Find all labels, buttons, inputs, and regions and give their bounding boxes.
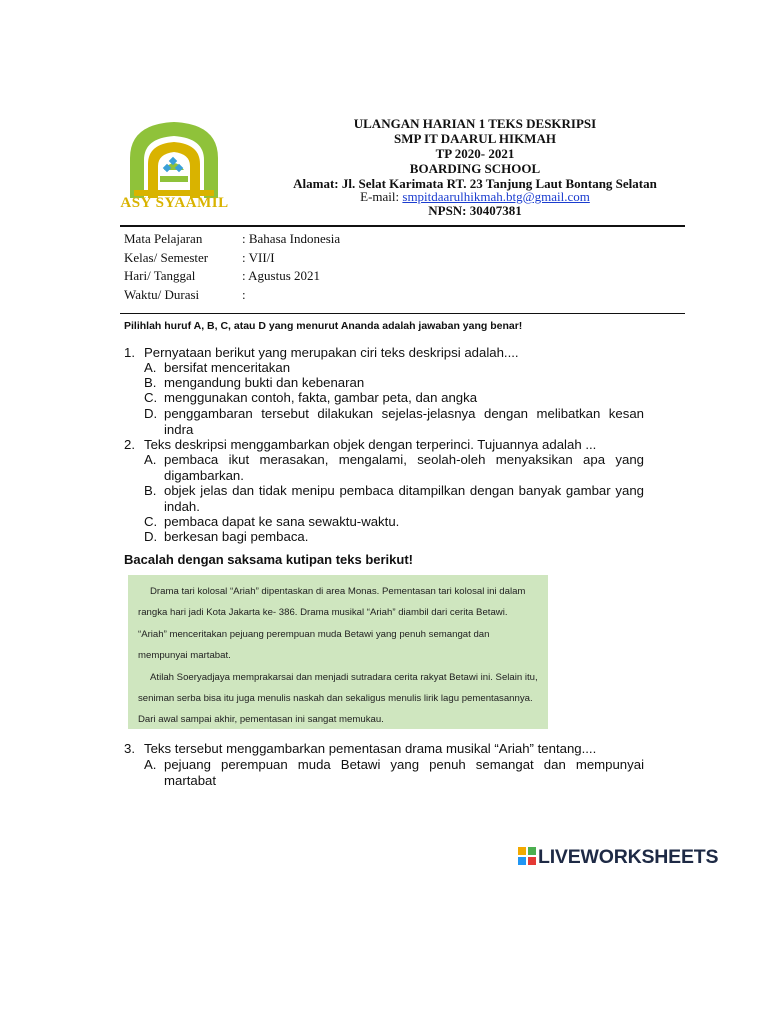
instruction-text: Pilihlah huruf A, B, C, atau D yang menurut Ananda adalah jawaban yang benar!: [124, 320, 523, 332]
option-letter: C.: [144, 514, 158, 529]
info-label: Waktu/ Durasi: [124, 287, 200, 302]
school-type: BOARDING SCHOOL: [409, 161, 541, 176]
liveworksheets-watermark: [518, 846, 718, 869]
option-letter: C.: [144, 390, 158, 405]
email-label: E-mail:: [360, 189, 403, 204]
header-divider: [120, 225, 685, 227]
option-text: menggunakan contoh, fakta, gambar peta, dan angka: [164, 390, 478, 405]
option-letter: B.: [144, 375, 157, 390]
info-divider: [120, 313, 685, 314]
liveworksheets-logo-icon: [518, 847, 536, 865]
option-text: pejuang perempuan muda Betawi yang penuh semangat dan mempunyai martabat: [164, 757, 644, 788]
option-letter: A.: [144, 360, 157, 375]
info-value: : Bahasa Indonesia: [242, 231, 341, 246]
option-letter: A.: [144, 757, 157, 772]
question-stem: Pernyataan berikut yang merupakan ciri teks deskripsi adalah....: [144, 345, 519, 360]
school-year: TP 2020- 2021: [435, 146, 515, 161]
reading-heading: Bacalah dengan saksama kutipan teks berikut!: [124, 552, 413, 567]
school-email: [250, 189, 700, 204]
passage-paragraph-1: Drama tari kolosal “Ariah” dipentaskan di area Monas. Pementasan tari kolosal ini dalam rangka hari jadi Kota Jakarta ke- 386. Drama musikal “Ariah” diambil dari cerita Betawi. “Ariah” menceritakan pejuang perempuan muda Betawi yang penuh semangat dan mempunyai martabat.: [138, 586, 526, 662]
school-name: SMP IT DAARUL HIKMAH: [394, 131, 556, 146]
school-npsn: NPSN: 30407381: [428, 203, 522, 218]
watermark-text: LIVEWORKSHEETS: [538, 846, 719, 868]
question-stem: Teks tersebut menggambarkan pementasan drama musikal “Ariah” tentang....: [144, 741, 597, 756]
question-stem: Teks deskripsi menggambarkan objek dengan terperinci. Tujuannya adalah ...: [144, 437, 597, 452]
option-text: penggambaran tersebut dilakukan sejelas-jelasnya dengan melibatkan kesan indra: [164, 406, 644, 437]
option-text: objek jelas dan tidak menipu pembaca ditampilkan dengan banyak gambar yang indah.: [164, 483, 644, 514]
info-value: : VII/I: [242, 250, 275, 265]
question-number: 3.: [124, 741, 135, 756]
option-letter: B.: [144, 483, 157, 498]
question-number: 2.: [124, 437, 135, 452]
option-text: bersifat menceritakan: [164, 360, 291, 375]
question-number: 1.: [124, 345, 135, 360]
option-text: pembaca ikut merasakan, mengalami, seolah-oleh menyaksikan apa yang digambarkan.: [164, 452, 644, 483]
option-text: berkesan bagi pembaca.: [164, 529, 309, 544]
school-address: Alamat: Jl. Selat Karimata RT. 23 Tanjung Laut Bontang Selatan: [293, 176, 657, 191]
option-text: pembaca dapat ke sana sewaktu-waktu.: [164, 514, 400, 529]
info-label: Mata Pelajaran: [124, 231, 203, 246]
reading-passage: [128, 575, 548, 729]
exam-title: ULANGAN HARIAN 1 TEKS DESKRIPSI: [353, 116, 597, 131]
option-letter: A.: [144, 452, 157, 467]
mosque-logo-icon: [112, 118, 237, 200]
info-value: : Agustus 2021: [242, 268, 321, 283]
passage-paragraph-2: Atilah Soeryadjaya memprakarsai dan menjadi sutradara cerita rakyat Betawi ini. Selain itu, seniman serba bisa itu juga menulis naskah dan sekaligus menulis lirik lagu pementasannya. Dari awal sampai akhir, pementasan ini sangat memukau.: [138, 671, 538, 726]
email-link[interactable]: smpitdaarulhikmah.btg@gmail.com: [402, 189, 590, 204]
option-letter: D.: [144, 406, 158, 421]
option-letter: D.: [144, 529, 158, 544]
info-label: Hari/ Tanggal: [124, 268, 196, 283]
option-text: mengandung bukti dan kebenaran: [164, 375, 365, 390]
info-label: Kelas/ Semester: [124, 250, 209, 265]
logo-text: ASY SYAAMIL: [120, 195, 229, 211]
info-value: :: [242, 287, 246, 302]
